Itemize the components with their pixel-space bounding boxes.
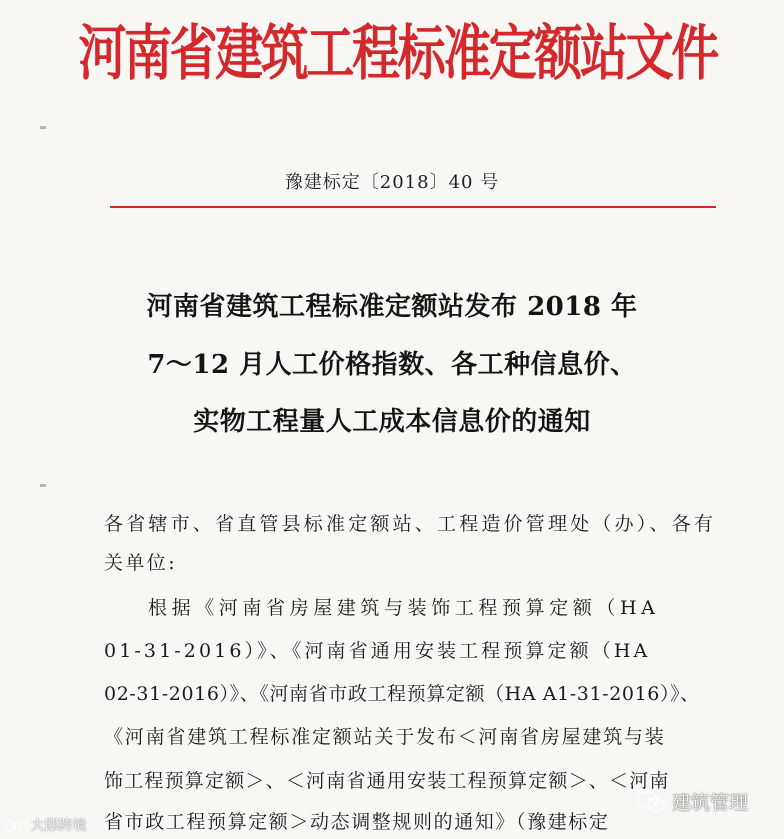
watermark-right-text: 建筑管理	[672, 792, 749, 814]
logo-icon	[4, 819, 24, 833]
wechat-icon	[636, 790, 666, 814]
masthead-title: 河南省建筑工程标准定额站文件	[78, 19, 717, 89]
notice-title-line-1: 河南省建筑工程标准定额站发布 2018 年	[146, 292, 638, 322]
body-line-7: 饰工程预算定额＞、＜河南省通用安装工程预算定额＞、＜河南	[104, 770, 670, 792]
watermark-right	[636, 788, 748, 815]
watermark-left	[4, 815, 86, 835]
body-line-8: 省市政工程预算定额＞动态调整规则的通知》（豫建标定	[104, 811, 610, 833]
body-line-3: 根据《河南省房屋建筑与装饰工程预算定额（HA	[148, 597, 660, 619]
body-line-1: 各省辖市、省直管县标准定额站、工程造价管理处（办）、各有	[104, 513, 717, 535]
margin-mark	[40, 484, 46, 487]
notice-title-line-2: 7～12 月人工价格指数、各工种信息价、	[147, 350, 637, 380]
body-line-4: 01-31-2016）》、《河南省通用安装工程预算定额（HA	[104, 640, 651, 662]
margin-mark	[40, 126, 46, 129]
document-number: 豫建标定〔2018〕40 号	[284, 172, 500, 193]
body-line-6: 《河南省建筑工程标准定额站关于发布＜河南省房屋建筑与装	[104, 726, 666, 748]
red-divider	[110, 206, 716, 208]
body-line-2: 关单位:	[104, 552, 178, 574]
notice-title-line-3: 实物工程量人工成本信息价的通知	[193, 407, 591, 437]
body-line-5: 02-31-2016）》、《河南省市政工程预算定额（HA A1-31-2016）》、	[104, 683, 700, 705]
watermark-left-text: 大邸跨境	[30, 818, 87, 834]
